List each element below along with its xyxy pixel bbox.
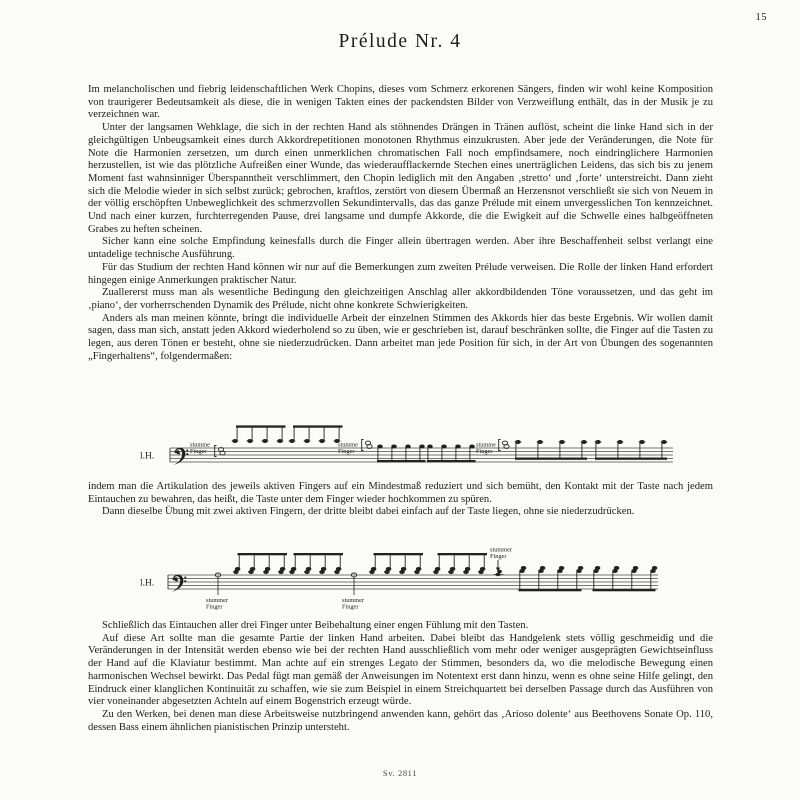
note-group: [434, 553, 487, 574]
svg-text:stumme: stumme: [190, 441, 210, 449]
paragraph: Für das Studium der rechten Hand können wir nur auf die Bemerkungen zum zweiten Prélude verweisen. Die Rolle der linken Hand erfordert hingegen einige Anmerkungen praktischer Natur.: [88, 261, 713, 286]
annotation-stumme-finger: [476, 442, 496, 455]
paragraph: Sicher kann eine solche Empfindung keinesfalls durch die Finger allein übertragen werden. Aber ihre Beschaffenheit selbst verlangt eine untadelige technische Ausführung.: [88, 236, 713, 261]
annotation-stummer-finger: [206, 597, 229, 611]
paragraph: Schließlich das Eintauchen aller drei Finger unter Beibehaltung einer engen Fühlung mit den Tasten.: [102, 620, 529, 631]
silent-note: [215, 573, 220, 595]
text-block-1: [88, 84, 713, 363]
note-group: [232, 425, 286, 442]
note-group: [289, 425, 343, 442]
music-example-1: [140, 420, 675, 483]
annotation-stumme-finger: [190, 442, 210, 455]
paragraph: Anders als man meinen könnte, bringt die individuelle Arbeit der einzelnen Stimmen des Akkords hier das beste Ergebnis. Wir wollen damit sagen, dass man sich, anstatt jeden Akkord wiederholend so zu üben, wie er geschrieben ist, darauf beschränken sollte, die Finger auf die Tasten zu legen, aus deren Tönen er besteht, ohne sie niederzudrücken. Dann arbeitet man jede Position für sich, in der Art von Übungen des sogenannten „Fingerhaltens“, folgendermaßen:: [88, 312, 713, 362]
svg-text:Finger: Finger: [190, 447, 207, 455]
hand-label: l.H.: [140, 451, 155, 462]
staff-lines: [170, 448, 673, 462]
silent-chord: [499, 440, 509, 451]
note-group: [370, 553, 423, 574]
plate-number: Sv. 2811: [382, 768, 418, 778]
svg-text:Finger: Finger: [338, 447, 355, 455]
note-group: [427, 445, 476, 462]
silent-note: [351, 573, 356, 595]
staff-lines: [168, 575, 658, 589]
note-group: [595, 440, 668, 459]
svg-text:stumme: stumme: [476, 441, 496, 449]
svg-text:stummer: stummer: [342, 597, 365, 604]
svg-text:stummer: stummer: [206, 597, 229, 604]
svg-text:Finger: Finger: [490, 553, 507, 560]
paragraph: Im melancholischen und fiebrig leidenschaftlichen Werk Chopins, dieses vom Schmerz erkorenen Sängers, finden wir wohl keine Komposition von traurigerer Bedeutsamkeit als diese, die in wenigen Takten eines der packendsten Bilder von Verzweiflung enthält, das in der Musik je zu verzeichnen war.: [88, 84, 713, 121]
note-group: [234, 553, 287, 574]
paragraph: Zuallererst muss man als wesentliche Bedingung den gleichzeitigen Anschlag aller akkordbildenden Töne voraussetzen, und das geht im ‚piano‘, der vorherrschenden Dynamik des Prélude, nicht ohne konkrete Schwierigkeiten.: [88, 287, 713, 311]
svg-text:stumme: stumme: [338, 441, 358, 449]
arrow-down-icon: [496, 560, 500, 572]
silent-chord: [362, 440, 372, 451]
hand-label: l.H.: [140, 578, 155, 589]
annotation-stumme-finger: [338, 442, 358, 455]
svg-text:Finger: Finger: [206, 603, 223, 611]
svg-text:Finger: Finger: [476, 447, 493, 455]
annotation-stummer-finger: [490, 547, 513, 561]
text-block-2: [88, 481, 713, 519]
page-number: 15: [755, 12, 767, 23]
svg-text:stummer: stummer: [490, 546, 513, 554]
paragraph: Zu den Werken, bei denen man diese Arbeitsweise nutzbringend anwenden kann, gehört das ‚Arioso dolente‘ aus Beethovens Sonate Op. 110, dessen Bass einem ähnlichen pianistischen Prinzip untersteht.: [88, 708, 713, 733]
text-block-3: [88, 620, 713, 734]
paragraph: Unter der langsamen Wehklage, die sich in der rechten Hand als stöhnendes Drängen in Tränen auflöst, scheint die linke Hand sich in der gleichgültigen Unbeugsamkeit eines durch Akkordrepetitionen monotonen Rhythmus einzukrusten. Aber jede der Veränderungen, die Note für Note die Harmonien zersetzen, um durch einen unmerklichen chromatischen Fall noch empfindsamere, noch eindringlichere Harmonien herzustellen, ist wie das plötzliche Aufreißen einer Wunde, das wiederaufflackernde Stechen eines unerträglichen Leidens, das sich bis zu jenem Moment fast wahnsinniger Überspanntheit verschlimmert, den Chopin lediglich mit den Angaben ‚stretto‘ und ‚forte‘ unterstreicht. Dann zieht sich die Melodie wieder in sich selbst zurück; gebrochen, kraftlos, zerstört von diesem Übermaß an Herzensnot verschließt sie sich von Neuem in der völlig erschöpften Unbeweglichkeit des schmerzvollen Sekundintervalls, das das ganze Prélude mit einem unvergesslichen Ton kennzeichnet. Und nach einer kurzen, furchterregenden Pause, drei langsame und dumpfe Akkorde, die die Ewigkeit auf die Schwelle eines halbgeöffneten Grabes zu heften scheinen.: [88, 122, 713, 235]
svg-text:Finger: Finger: [342, 603, 359, 611]
annotation-stummer-finger: [342, 597, 365, 611]
page-title: Prélude Nr. 4: [338, 31, 462, 52]
paragraph: indem man die Artikulation des jeweils aktiven Fingers auf ein Mindestmaß reduziert und sich bemüht, den Kontakt mit der Taste nach jedem Eintauchen zu bewahren, das heißt, die Taste unter dem Finger wieder hochkommen zu spüren.: [88, 481, 713, 505]
note-group: [377, 445, 426, 462]
music-example-2: [140, 544, 680, 617]
note-group: [515, 440, 588, 459]
note-group: [290, 553, 343, 574]
paragraph: Auf diese Art sollte man die gesamte Partie der linken Hand arbeiten. Dabei bleibt das Handgelenk stets völlig geschmeidig und die Veränderungen in der Intensität werden ebenso wie bei der rechten Hand ausschließlich vom mehr oder weniger ausgeprägten Gewichtseinfluss der Hand auf die Klaviatur bestimmt. Man achte auf ein strenges Legato der Stimmen, besonders da, wo die melodische Bewegung einen harmonischen Wechsel bewirkt. Das Pedal fügt man gemäß der Anweisungen im Notentext erst dann hinzu, wenn es ohne seine Hilfe gelingt, den Eindruck einer klanglichen Kontinuität zu schaffen, wie sie zum Beispiel in einem Streichquartett bei derselben Passage durch das Ausführen von vier voneinander abgesetzten Achteln auf einem Bogenstrich erzeugt würde.: [88, 632, 713, 708]
paragraph: Dann dieselbe Übung mit zwei aktiven Fingern, der dritte bleibt dabei einfach auf der Taste liegen, ohne sie niederzudrücken.: [102, 506, 635, 518]
